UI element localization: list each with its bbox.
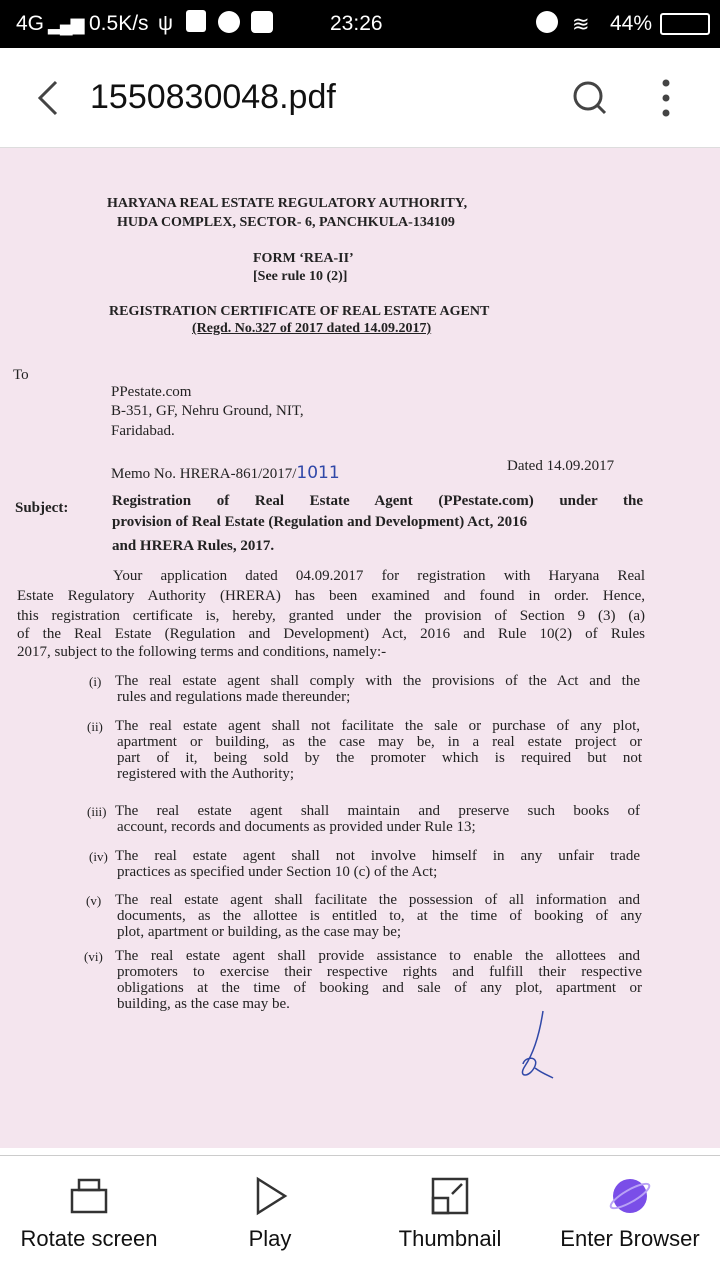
address-line: Faridabad. [111,423,175,439]
term-line: The real estate agent shall not facilitate the sale or purchase of any plot, [115,718,640,734]
term-line: promoters to exercise their respective rights and fulfill their respective [117,964,642,980]
network-type: 4G [16,12,45,35]
paragraph-line: Your application dated 04.09.2017 for registration with Haryana Real [113,568,645,584]
registration-number: (Regd. No.327 of 2017 dated 14.09.2017) [192,321,432,336]
authority-line2: HUDA COMPLEX, SECTOR- 6, PANCHKULA-134109 [117,215,455,230]
subject-line: provision of Real Estate (Regulation and Development) Act, 2016 [112,514,528,530]
certificate-title: REGISTRATION CERTIFICATE OF REAL ESTATE AGENT [109,304,490,319]
thumbnail-icon [430,1176,470,1216]
term-number: (ii) [87,719,103,734]
battery-icon [660,13,710,35]
wifi-icon: ≋ [572,13,590,36]
alarm-icon [536,11,558,33]
term-number: (iv) [89,849,108,864]
paragraph-line: 2017, subject to the following terms and conditions, namely:- [17,644,387,660]
file-title: 1550830048.pdf [90,78,336,116]
paragraph-line: this registration certificate is, hereby, granted under the provision of Section 9 (3) (a) [17,608,645,624]
term-number: (iii) [87,804,107,819]
term-line: documents, as the allottee is entitled to, at the time of booking of any [117,908,642,924]
signal-icon: ▂▄▆ [48,14,83,34]
signature [515,1006,555,1086]
to-label: To [13,367,29,383]
rotate-label: Rotate screen [20,1226,158,1251]
term-line: part of it, being sold by the promoter which is required but not [117,750,642,766]
bottom-toolbar [0,1155,720,1280]
usb-icon: ψ [158,12,173,35]
term-number: (i) [89,674,102,689]
term-number: (v) [86,893,102,908]
address-line: B-351, GF, Nehru Ground, NIT, [111,403,304,419]
browser-label: Enter Browser [560,1226,700,1251]
thumbnail-label: Thumbnail [398,1226,502,1251]
pdf-page[interactable] [0,148,720,1148]
form-rule: [See rule 10 (2)] [253,269,348,284]
memo-handwritten: 1011 [296,463,340,483]
app-notification-icon [186,10,206,32]
term-line: The real estate agent shall provide assistance to enable the allottees and [115,948,640,964]
term-line: plot, apartment or building, as the case may be; [117,924,402,940]
term-line: The real estate agent shall comply with the provisions of the Act and the [115,673,640,689]
term-line: account, records and documents as provided under Rule 13; [117,819,476,835]
term-line: The real estate agent shall facilitate the possession of all information and [115,892,640,908]
enter-browser-button[interactable] [552,1176,708,1252]
term-line: rules and regulations made thereunder; [117,689,351,705]
term-line: obligations at the time of booking and sale of any plot, apartment or [117,980,642,996]
telegram-icon [218,11,240,33]
play-icon [250,1176,290,1216]
term-line: building, as the case may be. [117,996,290,1012]
back-icon[interactable] [36,80,60,116]
term-line: The real estate agent shall maintain and preserve such books of [115,803,640,819]
status-bar [0,0,720,48]
paragraph-line: Estate Regulatory Authority (HRERA) has been examined and found in order. Hence, [17,588,645,604]
rotate-icon [69,1176,109,1216]
play-label: Play [248,1226,292,1251]
term-number: (vi) [84,949,103,964]
paragraph-line: of the Real Estate (Regulation and Development) Act, 2016 and Rule 10(2) of Rules [17,626,645,642]
rotate-screen-button[interactable] [14,1176,164,1252]
subject-line: and HRERA Rules, 2017. [112,538,275,554]
more-options-icon[interactable] [660,78,672,118]
form-name: FORM ‘REA-II’ [253,251,354,266]
memo-date: Dated 14.09.2017 [507,458,615,474]
memo-text: Memo No. HRERA-861/2017/ [111,466,297,482]
memo-number [111,463,340,483]
subject-line: Registration of Real Estate Agent (PPestate.com) under the [112,493,643,509]
battery-percent: 44% [610,12,653,35]
subject-label: Subject: [15,500,69,516]
network-speed: 0.5K/s [89,12,149,35]
facebook-icon [251,11,273,33]
address-line: PPestate.com [111,384,192,400]
clock: 23:26 [330,12,383,35]
thumbnail-button[interactable] [390,1176,510,1252]
term-line: practices as specified under Section 10 (c) of the Act; [117,864,438,880]
play-button[interactable] [230,1176,310,1252]
term-line: The real estate agent shall not involve himself in any unfair trade [115,848,640,864]
authority-line1: HARYANA REAL ESTATE REGULATORY AUTHORITY, [107,196,468,211]
search-icon[interactable] [572,80,608,116]
app-bar [0,48,720,148]
browser-planet-icon [608,1176,652,1216]
term-line: registered with the Authority; [117,766,295,782]
term-line: apartment or building, as the case may be, in a real estate project or [117,734,642,750]
